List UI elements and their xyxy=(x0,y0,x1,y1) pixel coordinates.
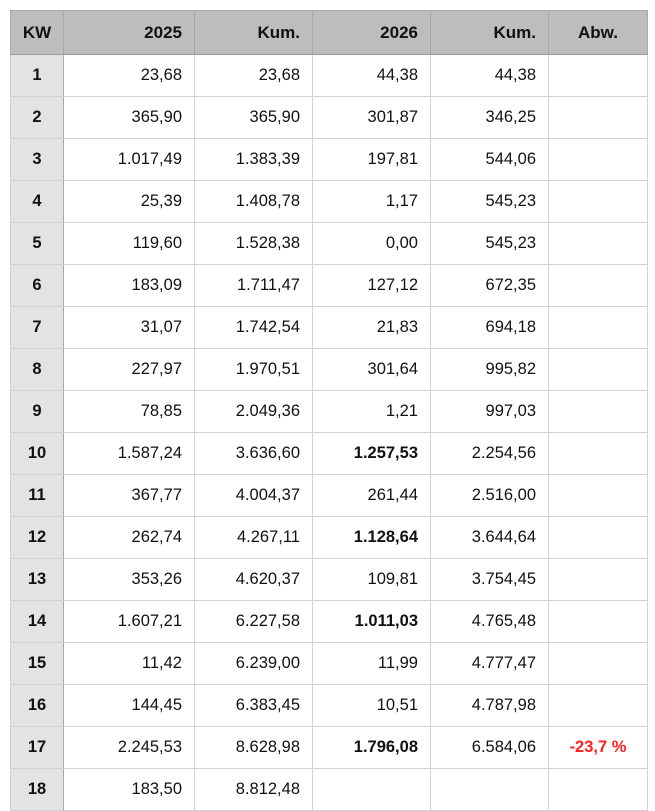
header-cell-kw[interactable]: KW xyxy=(11,11,64,55)
cell-kw[interactable]: 14 xyxy=(11,601,64,643)
cell-2025[interactable]: 119,60 xyxy=(64,223,195,265)
header-cell-2026[interactable]: 2026 xyxy=(313,11,431,55)
weekly-comparison-table xyxy=(10,10,648,811)
cell-2025[interactable]: 23,68 xyxy=(64,55,195,97)
cell-2026[interactable]: 261,44 xyxy=(313,475,431,517)
cell-2026[interactable]: 1.011,03 xyxy=(313,601,431,643)
cell-abw[interactable] xyxy=(549,643,648,685)
cell-kum-2025[interactable]: 23,68 xyxy=(195,55,313,97)
cell-kum-2025[interactable]: 365,90 xyxy=(195,97,313,139)
cell-2026[interactable]: 1.257,53 xyxy=(313,433,431,475)
table-row xyxy=(11,727,648,769)
cell-2025[interactable]: 25,39 xyxy=(64,181,195,223)
cell-kum-2026[interactable]: 2.254,56 xyxy=(431,433,549,475)
cell-kum-2025[interactable]: 1.742,54 xyxy=(195,307,313,349)
cell-kum-2026[interactable]: 346,25 xyxy=(431,97,549,139)
cell-2026[interactable]: 10,51 xyxy=(313,685,431,727)
table-body xyxy=(11,55,648,811)
header-cell-abw[interactable]: Abw. xyxy=(549,11,648,55)
cell-kum-2025[interactable]: 1.528,38 xyxy=(195,223,313,265)
table-row xyxy=(11,391,648,433)
table-row xyxy=(11,97,648,139)
cell-kum-2025[interactable]: 6.239,00 xyxy=(195,643,313,685)
cell-2026[interactable]: 1,21 xyxy=(313,391,431,433)
cell-2025[interactable]: 227,97 xyxy=(64,349,195,391)
cell-abw[interactable] xyxy=(549,769,648,811)
cell-2026[interactable]: 301,64 xyxy=(313,349,431,391)
cell-abw[interactable] xyxy=(549,265,648,307)
cell-2025[interactable]: 78,85 xyxy=(64,391,195,433)
cell-abw[interactable] xyxy=(549,685,648,727)
cell-2026[interactable]: 1,17 xyxy=(313,181,431,223)
table-row xyxy=(11,181,648,223)
cell-kum-2026[interactable] xyxy=(431,769,549,811)
cell-2025[interactable]: 1.587,24 xyxy=(64,433,195,475)
table-row xyxy=(11,559,648,601)
cell-2026[interactable]: 44,38 xyxy=(313,55,431,97)
cell-2025[interactable]: 365,90 xyxy=(64,97,195,139)
cell-kum-2026[interactable]: 2.516,00 xyxy=(431,475,549,517)
cell-kw[interactable]: 7 xyxy=(11,307,64,349)
cell-kum-2025[interactable]: 2.049,36 xyxy=(195,391,313,433)
table-row xyxy=(11,265,648,307)
table-row xyxy=(11,55,648,97)
cell-2026[interactable]: 1.796,08 xyxy=(313,727,431,769)
table-row xyxy=(11,643,648,685)
cell-kw[interactable]: 15 xyxy=(11,643,64,685)
cell-abw[interactable] xyxy=(549,181,648,223)
cell-kum-2025[interactable]: 1.408,78 xyxy=(195,181,313,223)
cell-2026[interactable]: 11,99 xyxy=(313,643,431,685)
cell-abw[interactable] xyxy=(549,349,648,391)
cell-2025[interactable]: 183,50 xyxy=(64,769,195,811)
cell-kum-2025[interactable]: 4.004,37 xyxy=(195,475,313,517)
cell-kum-2025[interactable]: 4.267,11 xyxy=(195,517,313,559)
cell-kum-2026[interactable]: 4.777,47 xyxy=(431,643,549,685)
cell-kw[interactable]: 1 xyxy=(11,55,64,97)
cell-abw[interactable] xyxy=(549,139,648,181)
cell-kum-2026[interactable]: 3.644,64 xyxy=(431,517,549,559)
cell-2025[interactable]: 183,09 xyxy=(64,265,195,307)
cell-2026[interactable]: 301,87 xyxy=(313,97,431,139)
cell-2026[interactable]: 197,81 xyxy=(313,139,431,181)
cell-kum-2026[interactable]: 3.754,45 xyxy=(431,559,549,601)
cell-2025[interactable]: 1.607,21 xyxy=(64,601,195,643)
header-cell-kum-2025[interactable]: Kum. xyxy=(195,11,313,55)
cell-kum-2026[interactable]: 4.787,98 xyxy=(431,685,549,727)
cell-kum-2026[interactable]: 44,38 xyxy=(431,55,549,97)
cell-2026[interactable] xyxy=(313,769,431,811)
cell-kw[interactable]: 2 xyxy=(11,97,64,139)
table-row xyxy=(11,139,648,181)
cell-2025[interactable]: 144,45 xyxy=(64,685,195,727)
cell-kum-2025[interactable]: 1.711,47 xyxy=(195,265,313,307)
cell-2025[interactable]: 262,74 xyxy=(64,517,195,559)
cell-2026[interactable]: 0,00 xyxy=(313,223,431,265)
header-cell-2025[interactable]: 2025 xyxy=(64,11,195,55)
table-row xyxy=(11,601,648,643)
header-row xyxy=(11,11,648,55)
cell-abw[interactable]: -23,7 % xyxy=(549,727,648,769)
table-row xyxy=(11,475,648,517)
cell-2025[interactable]: 1.017,49 xyxy=(64,139,195,181)
cell-kw[interactable]: 13 xyxy=(11,559,64,601)
cell-kw[interactable]: 9 xyxy=(11,391,64,433)
cell-abw[interactable] xyxy=(549,433,648,475)
table-row xyxy=(11,223,648,265)
cell-kw[interactable]: 8 xyxy=(11,349,64,391)
cell-kum-2026[interactable]: 545,23 xyxy=(431,223,549,265)
cell-abw[interactable] xyxy=(549,391,648,433)
cell-kum-2026[interactable]: 4.765,48 xyxy=(431,601,549,643)
cell-2025[interactable]: 367,77 xyxy=(64,475,195,517)
table-row xyxy=(11,685,648,727)
cell-2026[interactable]: 109,81 xyxy=(313,559,431,601)
header-cell-kum-2026[interactable]: Kum. xyxy=(431,11,549,55)
cell-kum-2025[interactable]: 4.620,37 xyxy=(195,559,313,601)
cell-kum-2026[interactable]: 672,35 xyxy=(431,265,549,307)
cell-kum-2026[interactable]: 544,06 xyxy=(431,139,549,181)
cell-kw[interactable]: 12 xyxy=(11,517,64,559)
cell-kw[interactable]: 10 xyxy=(11,433,64,475)
table-row xyxy=(11,517,648,559)
cell-kum-2026[interactable]: 545,23 xyxy=(431,181,549,223)
cell-kw[interactable]: 18 xyxy=(11,769,64,811)
cell-kum-2025[interactable]: 1.383,39 xyxy=(195,139,313,181)
cell-kum-2025[interactable]: 8.812,48 xyxy=(195,769,313,811)
cell-abw[interactable] xyxy=(549,517,648,559)
cell-abw[interactable] xyxy=(549,475,648,517)
cell-abw[interactable] xyxy=(549,97,648,139)
cell-2026[interactable]: 1.128,64 xyxy=(313,517,431,559)
cell-2025[interactable]: 353,26 xyxy=(64,559,195,601)
table-row xyxy=(11,307,648,349)
cell-kum-2025[interactable]: 1.970,51 xyxy=(195,349,313,391)
cell-2026[interactable]: 127,12 xyxy=(313,265,431,307)
cell-kw[interactable]: 6 xyxy=(11,265,64,307)
cell-abw[interactable] xyxy=(549,55,648,97)
cell-kum-2026[interactable]: 694,18 xyxy=(431,307,549,349)
table-row xyxy=(11,349,648,391)
cell-kw[interactable]: 5 xyxy=(11,223,64,265)
cell-kum-2025[interactable]: 6.383,45 xyxy=(195,685,313,727)
cell-2025[interactable]: 2.245,53 xyxy=(64,727,195,769)
cell-kum-2026[interactable]: 995,82 xyxy=(431,349,549,391)
cell-abw[interactable] xyxy=(549,307,648,349)
cell-kw[interactable]: 3 xyxy=(11,139,64,181)
cell-abw[interactable] xyxy=(549,601,648,643)
cell-kum-2026[interactable]: 6.584,06 xyxy=(431,727,549,769)
cell-kw[interactable]: 11 xyxy=(11,475,64,517)
cell-kum-2025[interactable]: 8.628,98 xyxy=(195,727,313,769)
table-row xyxy=(11,433,648,475)
cell-2025[interactable]: 11,42 xyxy=(64,643,195,685)
cell-kum-2025[interactable]: 3.636,60 xyxy=(195,433,313,475)
cell-abw[interactable] xyxy=(549,559,648,601)
cell-kw[interactable]: 17 xyxy=(11,727,64,769)
cell-abw[interactable] xyxy=(549,223,648,265)
table-row xyxy=(11,769,648,811)
cell-kw[interactable]: 16 xyxy=(11,685,64,727)
cell-2025[interactable]: 31,07 xyxy=(64,307,195,349)
cell-kw[interactable]: 4 xyxy=(11,181,64,223)
cell-2026[interactable]: 21,83 xyxy=(313,307,431,349)
cell-kum-2025[interactable]: 6.227,58 xyxy=(195,601,313,643)
cell-kum-2026[interactable]: 997,03 xyxy=(431,391,549,433)
